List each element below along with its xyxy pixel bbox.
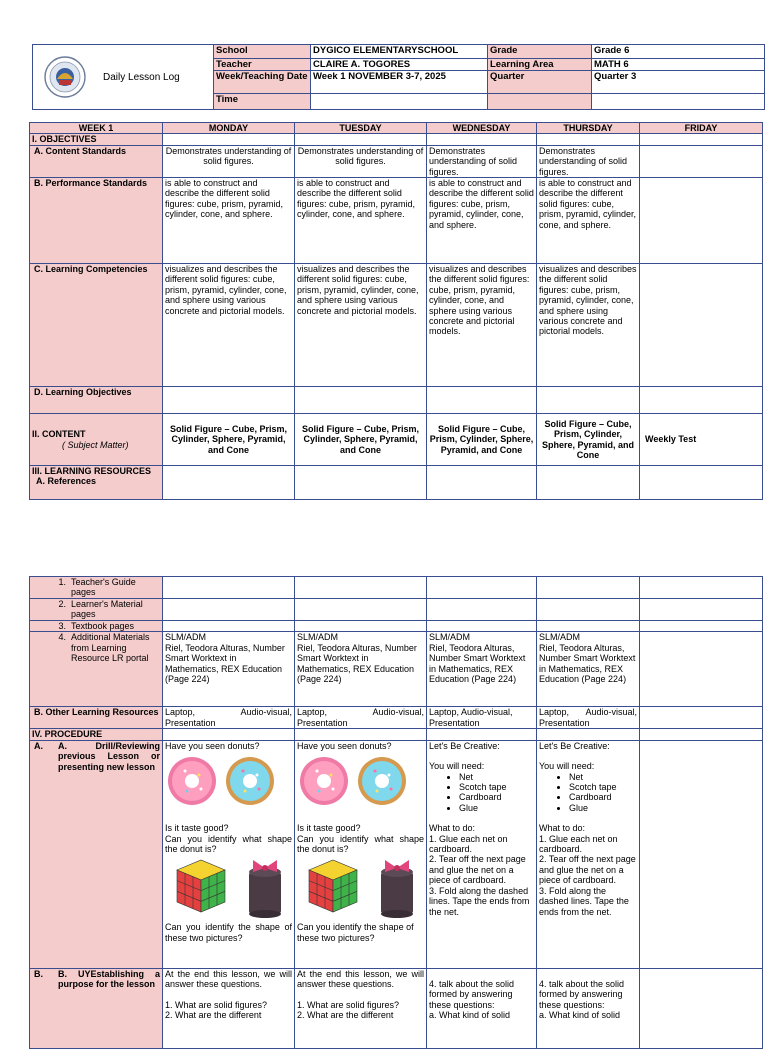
- steps-heading: What to do:: [429, 823, 476, 834]
- table-row: [30, 729, 763, 740]
- other-resources-tuesday: Laptop, Audio-visual, Presentation: [295, 707, 427, 729]
- label-drill-text: A. Drill/Reviewing previous Lesson or presenting new lesson: [58, 740, 160, 772]
- competency-tuesday: visualizes and describes the different solid figures: cube, prism, pyramid, cylinder, cone, and sphere using various concrete and pictorial models.: [295, 264, 427, 387]
- content-standard-tuesday: Demonstrates understanding of solid figures.: [295, 145, 427, 177]
- list-item: • Net: [459, 772, 534, 782]
- table-row: [30, 577, 763, 599]
- label-content-standards: A. Content Standards: [30, 145, 163, 177]
- header-value-learning-area: MATH 6: [592, 59, 765, 71]
- drill-question-two-pictures: Can you identify the shape of these two pictures?: [297, 922, 414, 943]
- donuts-image: [297, 753, 423, 811]
- drill-wednesday: [427, 740, 537, 968]
- header-value-quarter: Quarter 3: [592, 71, 765, 93]
- item-number: 3.: [58, 621, 66, 631]
- header-value-week: Week 1 NOVEMBER 3-7, 2025: [311, 71, 488, 93]
- item-number: 2.: [58, 599, 66, 609]
- header-label-teacher: Teacher: [214, 59, 311, 71]
- competency-thursday: visualizes and describes the different solid figures: cube, prism, pyramid, cylinder, cone, and sphere using various concrete and pictorial models.: [537, 264, 640, 387]
- table-row: [30, 414, 763, 466]
- purpose-wednesday: [427, 968, 537, 1048]
- additional-materials-thursday: SLM/ADM Riel, Teodora Alturas, Number Smart Worktext in Mathematics, REX Education (Page 224): [537, 632, 640, 707]
- topic-thursday: Solid Figure – Cube, Prism, Cylinder, Sphere, Pyramid, and Cone: [537, 414, 640, 466]
- step-item: 2. Tear off the next page and glue the net on a piece of cardboard.: [429, 854, 526, 886]
- drill-monday: [163, 740, 295, 968]
- additional-materials-monday: SLM/ADM Riel, Teodora Alturas, Number Smart Worktext in Mathematics, REX Education (Page 224): [163, 632, 295, 707]
- label-learning-competencies: C. Learning Competencies: [30, 264, 163, 387]
- drill-question-shape: Can you identify what shape the donut is?: [165, 833, 292, 855]
- header-label-grade: Grade: [488, 45, 592, 59]
- col-header-week: WEEK 1: [30, 123, 163, 134]
- rubiks-cube-and-gift-box-image: [165, 856, 291, 920]
- header-label-quarter: Quarter: [488, 71, 592, 93]
- activity-title: Let's Be Creative:: [429, 740, 500, 751]
- competency-monday: visualizes and describes the different solid figures: cube, prism, pyramid, cylinder, cone, and sphere using various concrete and pictorial models.: [163, 264, 295, 387]
- label-other-resources: B. Other Learning Resources: [30, 707, 163, 729]
- label-content-cell: [30, 414, 163, 466]
- materials-heading: You will need:: [539, 761, 595, 772]
- content-standard-thursday: Demonstrates understanding of solid figures.: [537, 145, 640, 177]
- performance-standard-tuesday: is able to construct and describe the different solid figures: cube, prism, pyramid, cylinder, cone, and sphere.: [295, 178, 427, 264]
- item-label: Teacher's Guide pages: [71, 577, 136, 598]
- list-item: • Glue: [569, 803, 637, 813]
- additional-materials-tuesday: SLM/ADM Riel, Teodora Alturas, Number Smart Worktext in Mathematics, REX Education (Page 224): [295, 632, 427, 707]
- table-row: [30, 145, 763, 177]
- list-item: • Cardboard: [569, 792, 637, 802]
- list-item: • Scotch tape: [459, 782, 534, 792]
- table-row: [30, 707, 763, 729]
- table-row: [30, 632, 763, 707]
- purpose-question: 1. What are solid figures?: [165, 999, 268, 1010]
- label-purpose: B. B. UYEstablishing a purpose for the lesson: [30, 968, 163, 1048]
- header-value-grade: Grade 6: [592, 45, 765, 59]
- label-references: A. References: [36, 476, 97, 487]
- purpose-intro: At the end this lesson, we will answer these questions.: [165, 968, 292, 990]
- step-item: 3. Fold along the dashed lines. Tape the ends from the net.: [539, 885, 629, 917]
- header-value-school: DYGICO ELEMENTARYSCHOOL: [311, 45, 488, 59]
- drill-tuesday: [295, 740, 427, 968]
- header-logo-cell: [33, 45, 214, 110]
- purpose-intro: 4. talk about the solid formed by answering these questions:: [429, 978, 515, 1010]
- other-resources-monday: Laptop, Audio-visual, Presentation: [163, 707, 295, 729]
- header-value-teacher: CLAIRE A. TOGORES: [311, 59, 488, 71]
- item-number: 1.: [58, 577, 66, 587]
- col-header-friday: FRIDAY: [640, 123, 763, 134]
- topic-friday: Weekly Test: [640, 414, 763, 466]
- activity-title: Let's Be Creative:: [539, 740, 610, 751]
- list-item: • Scotch tape: [569, 782, 637, 792]
- label-purpose-text: B. UYEstablishing a purpose for the lesson: [58, 968, 160, 990]
- other-resources-thursday: Laptop, Audio-visual, Presentation: [537, 707, 640, 729]
- col-header-thursday: THURSDAY: [537, 123, 640, 134]
- performance-standard-wednesday: is able to construct and describe the different solid figures: cube, prism, pyramid, cylinder, cone, and sphere.: [427, 178, 537, 264]
- section-content: II. CONTENT: [32, 429, 86, 440]
- deped-seal-icon: [43, 55, 87, 99]
- header-label-empty: [488, 93, 592, 109]
- topic-tuesday: Solid Figure – Cube, Prism, Cylinder, Sphere, Pyramid, and Cone: [295, 414, 427, 466]
- drill-question-two-pictures: Can you identify the shape of these two pictures?: [165, 922, 292, 943]
- header-value-time: [311, 93, 488, 109]
- label-learning-objectives: D. Learning Objectives: [30, 387, 163, 414]
- section-procedure: IV. PROCEDURE: [30, 729, 163, 740]
- performance-standard-monday: is able to construct and describe the different solid figures: cube, prism, pyramid, cylinder, cone, and sphere.: [163, 178, 295, 264]
- other-resources-wednesday: Laptop, Audio-visual, Presentation: [427, 707, 537, 729]
- materials-heading: You will need:: [429, 761, 485, 772]
- step-item: 2. Tear off the next page and glue the net on a piece of cardboard.: [539, 854, 636, 886]
- item-label: Additional Materials from Learning Resource LR portal: [71, 632, 150, 664]
- table-row: [30, 740, 763, 968]
- content-standard-monday: Demonstrates understanding of solid figures.: [163, 145, 295, 177]
- purpose-question: a. What kind of solid: [539, 1010, 621, 1021]
- purpose-thursday: [537, 968, 640, 1048]
- table-row: [30, 621, 763, 632]
- table-row: [30, 178, 763, 264]
- materials-list: [429, 772, 534, 814]
- drill-question-donuts: Have you seen donuts?: [165, 740, 260, 751]
- drill-question-taste: Is it taste good?: [297, 823, 361, 834]
- topic-wednesday: Solid Figure – Cube, Prism, Cylinder, Sphere, Pyramid, and Cone: [427, 414, 537, 466]
- purpose-question: a. What kind of solid: [429, 1010, 511, 1021]
- steps-heading: What to do:: [539, 823, 586, 834]
- materials-list: [539, 772, 637, 814]
- step-item: 3. Fold along the dashed lines. Tape the ends from the net.: [429, 885, 530, 917]
- table-row: [30, 466, 763, 500]
- item-number: 4.: [58, 632, 66, 643]
- table-row: [30, 387, 763, 414]
- header-label-learning-area: Learning Area: [488, 59, 592, 71]
- purpose-intro: At the end this lesson, we will answer these questions.: [297, 968, 424, 990]
- col-header-monday: MONDAY: [163, 123, 295, 134]
- header-table: [32, 44, 765, 110]
- log-title: Daily Lesson Log: [103, 71, 180, 83]
- lesson-table-part-1: [29, 122, 763, 500]
- label-performance-standards: B. Performance Standards: [30, 178, 163, 264]
- purpose-monday: [163, 968, 295, 1048]
- list-item: • Glue: [459, 803, 534, 813]
- additional-materials-wednesday: SLM/ADM Riel, Teodora Alturas, Number Smart Worktext in Mathematics, REX Education (Page 224): [427, 632, 537, 707]
- drill-question-shape: Can you identify what shape the donut is?: [297, 833, 424, 855]
- header-value-empty: [592, 93, 765, 109]
- table-row: [30, 599, 763, 621]
- header-label-school: School: [214, 45, 311, 59]
- content-standard-wednesday: Demonstrates understanding of solid figures.: [427, 145, 537, 177]
- table-row: [30, 134, 763, 145]
- drill-question-taste: Is it taste good?: [165, 823, 229, 834]
- rubiks-cube-and-gift-box-image: [297, 856, 423, 920]
- table-row: [30, 264, 763, 387]
- purpose-question: 2. What are the different: [297, 1010, 394, 1021]
- label-drill: A. A. Drill/Reviewing previous Lesson or presenting new lesson: [30, 740, 163, 968]
- donuts-image: [165, 753, 291, 811]
- step-item: 1. Glue each net on cardboard.: [539, 833, 618, 855]
- col-header-tuesday: TUESDAY: [295, 123, 427, 134]
- lesson-table-part-2: [29, 576, 763, 1049]
- item-label: Learner's Material pages: [71, 599, 143, 620]
- list-item: • Cardboard: [459, 792, 534, 802]
- purpose-tuesday: [295, 968, 427, 1048]
- drill-question-donuts: Have you seen donuts?: [297, 740, 392, 751]
- purpose-question: 2. What are the different: [165, 1010, 262, 1021]
- list-item: • Net: [569, 772, 637, 782]
- header-label-time: Time: [214, 93, 311, 109]
- topic-monday: Solid Figure – Cube, Prism, Cylinder, Sphere, Pyramid, and Cone: [163, 414, 295, 466]
- drill-thursday: [537, 740, 640, 968]
- header-label-week: Week/Teaching Date: [214, 71, 311, 93]
- section-objectives: I. OBJECTIVES: [30, 134, 163, 145]
- item-label: Textbook pages: [71, 621, 135, 631]
- performance-standard-thursday: is able to construct and describe the different solid figures: cube, prism, pyramid, cylinder, cone, and sphere.: [537, 178, 640, 264]
- step-item: 1. Glue each net on cardboard.: [429, 833, 508, 855]
- subject-matter-label: ( Subject Matter): [62, 439, 129, 450]
- table-row: [30, 123, 763, 134]
- section-learning-resources: III. LEARNING RESOURCES: [32, 466, 152, 477]
- competency-wednesday: visualizes and describes the different solid figures: cube, prism, pyramid, cylinder, cone, and sphere using various concrete and pictorial models.: [427, 264, 537, 387]
- label-resources-cell: [30, 466, 163, 500]
- purpose-question: 1. What are solid figures?: [297, 999, 400, 1010]
- table-row: [30, 968, 763, 1048]
- purpose-intro: 4. talk about the solid formed by answering these questions:: [539, 978, 625, 1010]
- col-header-wednesday: WEDNESDAY: [427, 123, 537, 134]
